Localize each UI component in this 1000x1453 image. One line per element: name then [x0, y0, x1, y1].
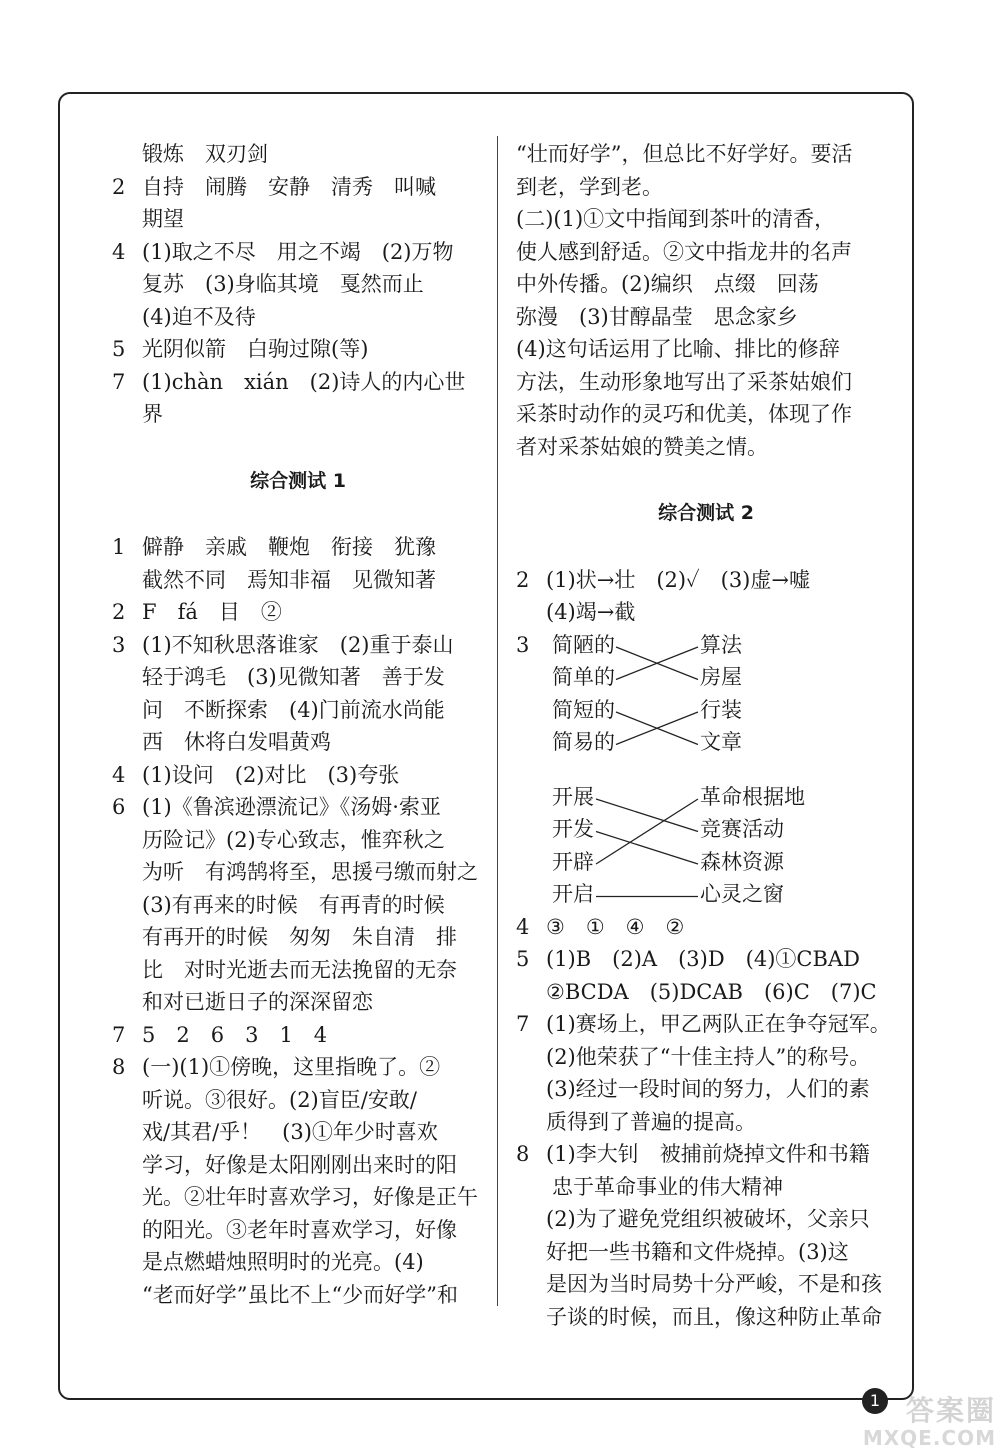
answer-text: (3)经过一段时间的努力，人们的素: [546, 1077, 870, 1101]
question-3-matching: [516, 629, 896, 911]
answer-line: [516, 1008, 896, 1041]
question-number: 5: [516, 947, 530, 971]
answer-line: [516, 564, 896, 597]
match-right-item: 竞赛活动: [700, 817, 784, 841]
match-connectors: [552, 781, 892, 911]
answer-text: (1)状→壮 (2)✓ (3)虚→嘘: [546, 567, 810, 592]
question-number: 3: [516, 632, 530, 657]
answer-line: [516, 138, 896, 171]
answer-line: [516, 1073, 896, 1106]
answer-line: [112, 268, 484, 301]
answer-text: 的阳光。③老年时喜欢学习，好像: [142, 1217, 457, 1242]
answer-line: [112, 236, 484, 269]
column-divider: [497, 136, 498, 1306]
answer-line: [112, 726, 484, 759]
match-right-item: 心灵之窗: [700, 882, 784, 906]
match-right-item: 算法: [700, 632, 742, 657]
answer-line: [516, 236, 896, 269]
answer-text: 历险记》(2)专心致志，惟弈秋之: [142, 827, 445, 852]
match-line: [596, 831, 698, 864]
match-line: [596, 799, 698, 864]
answer-text: ③ ① ④ ②: [546, 914, 685, 939]
answer-text: (1)设问 (2)对比 (3)夸张: [142, 762, 400, 787]
question-2-answers: [516, 564, 896, 629]
answer-line: [112, 301, 484, 334]
matching-group-1: [552, 629, 892, 759]
match-left-item: 开展: [552, 784, 594, 809]
answer-line: [112, 564, 484, 597]
answer-text: (2)他荣获了“十佳主持人”的称号。: [546, 1044, 871, 1069]
answer-text: 戏/其君/乎！ (3)①年少时喜欢: [142, 1120, 438, 1144]
match-right-item: 房屋: [700, 665, 742, 689]
answer-text: (1)《鲁滨逊漂流记》《汤姆·索亚: [142, 795, 441, 819]
match-left-item: 简易的: [552, 730, 615, 754]
question-number: 3: [112, 632, 126, 657]
answer-line: [112, 203, 484, 236]
page-number: 1: [862, 1388, 888, 1414]
answer-text: 期望: [142, 207, 184, 231]
match-left-item: 开辟: [552, 849, 594, 874]
watermark-logo: [808, 1395, 996, 1453]
answer-text: 是因为当时局势十分严峻，不是和孩: [546, 1272, 882, 1296]
answer-line: [516, 976, 896, 1009]
answer-text: 是点燃蜡烛照明时的光亮。(4): [142, 1250, 424, 1274]
answer-line: [112, 398, 484, 431]
answer-text: ②BCDA (5)DCAB (6)C (7)C: [546, 979, 877, 1004]
match-left-item: 开发: [552, 817, 594, 841]
answer-line: [112, 333, 484, 366]
answer-text: (3)有再来的时候 有再青的时候: [142, 892, 445, 917]
question-number: 8: [516, 1142, 530, 1166]
answer-text: 方法，生动形象地写出了采茶姑娘们: [516, 369, 852, 394]
match-right-item: 森林资源: [700, 849, 784, 874]
answer-text: 好把一些书籍和文件烧掉。(3)这: [546, 1239, 849, 1264]
answer-line: [516, 301, 896, 334]
answer-line: [112, 596, 484, 629]
answer-line: [516, 203, 896, 236]
answer-line: [112, 759, 484, 792]
answer-line: [516, 596, 896, 629]
answer-line: [516, 1171, 896, 1204]
answer-text: (1)取之不尽 用之不竭 (2)万物: [142, 239, 454, 264]
answer-line: [112, 1279, 484, 1312]
answer-text: (1)李大钊 被捕前烧掉文件和书籍: [546, 1142, 870, 1166]
answer-line: [516, 333, 896, 366]
answer-line: [112, 1181, 484, 1214]
answer-line: [112, 986, 484, 1019]
answer-text: (1)不知秋思落谁家 (2)重于泰山: [142, 632, 454, 657]
answer-line: [516, 1138, 896, 1171]
answer-text: 僻静 亲戚 鞭炮 衔接 犹豫: [142, 535, 436, 559]
answer-line: [516, 1203, 896, 1236]
answer-line: [516, 911, 896, 944]
answer-text: 到老，学到老。: [516, 174, 663, 199]
answer-text: 5 2 6 3 1 4: [142, 1022, 328, 1047]
answer-text: (1)chàn xián (2)诗人的内心世: [142, 369, 466, 394]
answer-line: [112, 694, 484, 727]
match-right-item: 文章: [700, 730, 742, 754]
answer-text: 问 不断探索 (4)门前流水尚能: [142, 697, 445, 722]
answer-line: [112, 921, 484, 954]
answer-line: [112, 629, 484, 662]
answer-line: [516, 398, 896, 431]
answer-text: (1)赛场上，甲乙两队正在争夺冠军。: [546, 1012, 891, 1036]
question-number: 7: [112, 1022, 126, 1047]
answer-line: [516, 1268, 896, 1301]
answer-line: [112, 366, 484, 399]
answer-text: 复苏 (3)身临其境 戛然而止: [142, 272, 424, 296]
answer-text: (1)B (2)A (3)D (4)①CBAD: [546, 947, 860, 971]
question-number: 5: [112, 337, 126, 361]
question-number: 2: [112, 600, 126, 624]
answer-text: 有再开的时候 匆匆 朱自清 排: [142, 925, 457, 949]
answer-text: (4)竭→截: [546, 600, 636, 624]
match-right-item: 革命根据地: [700, 784, 805, 809]
answer-line: [516, 1301, 896, 1334]
watermark-text-bottom: MXQE.COM: [862, 1426, 996, 1450]
answer-line: [112, 661, 484, 694]
answer-text: 光。②壮年时喜欢学习，好像是正午: [142, 1185, 478, 1209]
answer-text: 界: [142, 402, 163, 426]
match-left-item: 简单的: [552, 665, 615, 689]
answer-text: 和对已逝日子的深深留恋: [142, 990, 373, 1014]
answer-text: 弥漫 (3)甘醇晶莹 思念家乡: [516, 304, 798, 329]
answer-line: [516, 366, 896, 399]
match-left-item: 简陋的: [552, 632, 615, 657]
answer-text: “老而好学”虽比不上“少而好学”和: [142, 1282, 458, 1307]
answer-text: 采茶时动作的灵巧和优美，体现了作: [516, 402, 852, 426]
left-answers-bottom: [112, 531, 484, 1311]
answer-line: [516, 1106, 896, 1139]
answer-text: 中外传播。(2)编织 点缀 回荡: [516, 272, 819, 296]
section-title-test-1: 综合测试 1: [250, 469, 346, 492]
right-answers-top: [516, 138, 896, 463]
answer-line: [112, 954, 484, 987]
match-right-item: 行装: [700, 697, 742, 722]
answer-line: [516, 943, 896, 976]
matching-group-2: [552, 781, 892, 911]
answer-text: 比 对时光逝去而无法挽留的无奈: [142, 957, 457, 982]
answer-line: [112, 856, 484, 889]
answer-line: [516, 171, 896, 204]
answer-line: [112, 1246, 484, 1279]
answer-text: 锻炼 双刃剑: [142, 142, 268, 166]
answer-text: 使人感到舒适。②文中指龙井的名声: [516, 239, 852, 264]
answer-text: (4)这句话运用了比喻、排比的修辞: [516, 337, 840, 361]
answer-text: 质得到了普遍的提高。: [546, 1109, 756, 1134]
question-number: 4: [516, 914, 530, 939]
answer-line: [516, 1236, 896, 1269]
answer-line: [112, 1019, 484, 1052]
answer-text: 子谈的时候，而且，像这种防止革命: [546, 1304, 882, 1329]
answer-text: 自持 闹腾 安静 清秀 叫喊: [142, 174, 436, 199]
answer-line: [516, 1041, 896, 1074]
answer-text: (二)(1)①文中指闻到茶叶的清香，: [516, 207, 836, 231]
question-number: 8: [112, 1055, 126, 1079]
left-answers-top: [112, 138, 484, 431]
answer-line: [516, 268, 896, 301]
match-left-item: 简短的: [552, 697, 615, 722]
answer-line: [112, 791, 484, 824]
answer-line: [112, 171, 484, 204]
question-number: 7: [112, 369, 126, 394]
answer-line: [516, 431, 896, 464]
answer-text: 西 休将白发唱黄鸡: [142, 730, 331, 754]
question-number: 7: [516, 1012, 530, 1036]
match-line: [596, 799, 698, 832]
question-number: 6: [112, 795, 126, 819]
answer-text: 听说。③很好。(2)盲臣/安敢/: [142, 1087, 417, 1112]
section-title-test-2: 综合测试 2: [658, 502, 754, 524]
answer-line: [112, 531, 484, 564]
answer-line: [112, 824, 484, 857]
question-number: 4: [112, 762, 126, 787]
answer-text: F fá 目 ②: [142, 600, 282, 624]
answer-line: [112, 1214, 484, 1247]
left-column: [112, 138, 484, 1311]
answer-line: [112, 1116, 484, 1149]
answer-text: 忠于革命事业的伟大精神: [552, 1174, 783, 1199]
answer-text: 光阴似箭 白驹过隙(等): [142, 337, 369, 361]
question-number: 1: [112, 535, 126, 559]
watermark-text-top: 答案圈: [905, 1394, 996, 1427]
match-left-item: 开启: [552, 882, 594, 906]
match-connectors: [552, 629, 892, 759]
question-number: 2: [112, 174, 126, 199]
answer-line: [112, 1051, 484, 1084]
right-answers-bottom: [516, 911, 896, 1334]
question-number: 2: [516, 567, 530, 592]
answer-line: [112, 889, 484, 922]
answer-text: 轻于鸿毛 (3)见微知著 善于发: [142, 665, 445, 689]
answer-text: (4)迫不及待: [142, 304, 256, 329]
answer-line: [112, 1149, 484, 1182]
answer-text: 截然不同 焉知非福 见微知著: [142, 567, 436, 592]
answer-text: (一)(1)①傍晚，这里指晚了。②: [142, 1055, 441, 1079]
answer-line: [112, 138, 484, 171]
answer-text: “壮而好学”，但总比不好学好。要活: [516, 142, 853, 166]
answer-text: 学习，好像是太阳刚刚出来时的阳: [142, 1152, 457, 1177]
right-column: [516, 138, 896, 1333]
question-number: 4: [112, 239, 126, 264]
answer-text: 者对采茶姑娘的赞美之情。: [516, 434, 768, 459]
answer-text: (2)为了避免党组织被破坏，父亲只: [546, 1207, 870, 1231]
answer-line: [112, 1084, 484, 1117]
answer-text: 为听 有鸿鹄将至，思援弓缴而射之: [142, 860, 478, 884]
